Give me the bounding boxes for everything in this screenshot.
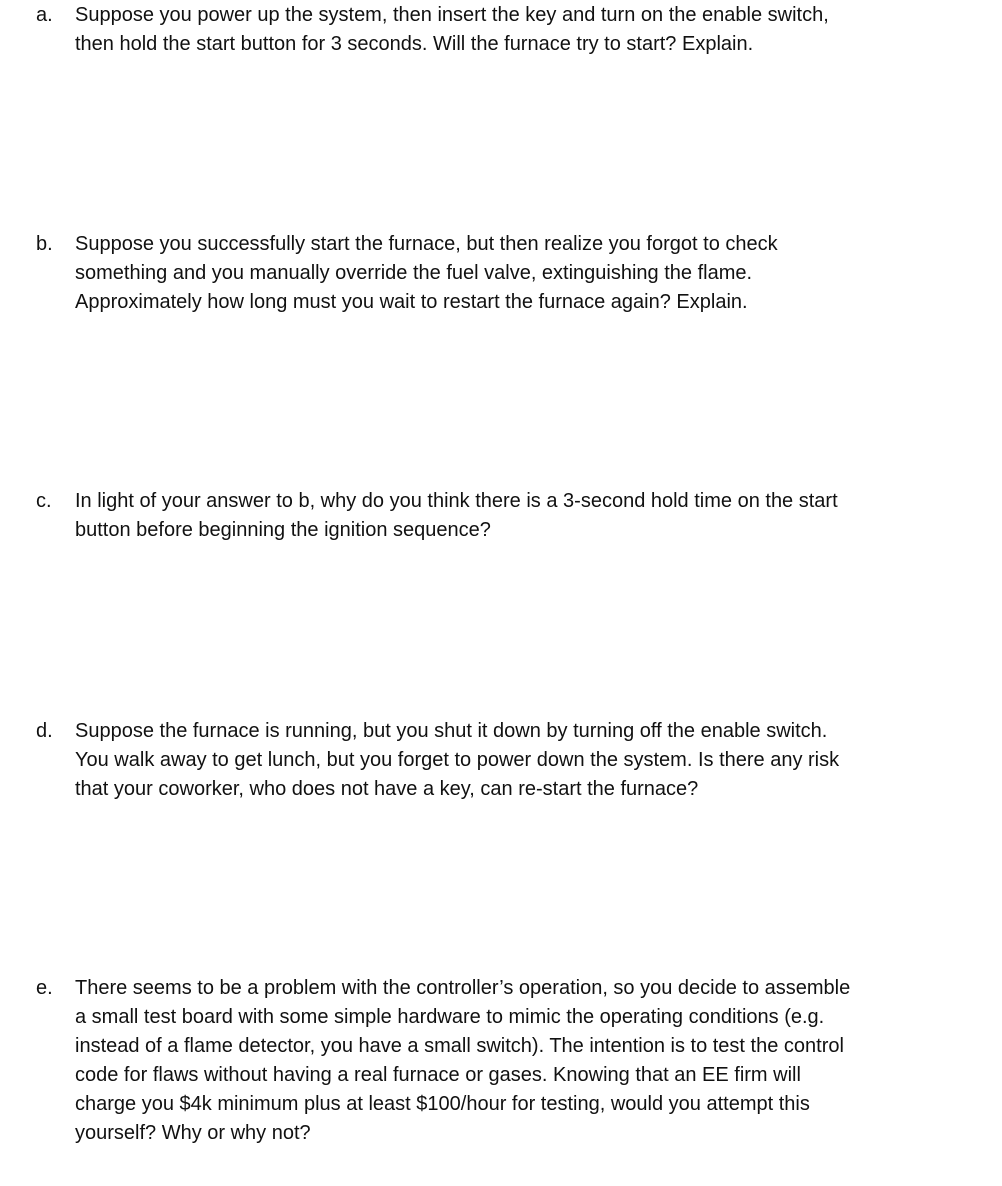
question-line: There seems to be a problem with the controller’s operation, so you decide to assemble: [75, 977, 851, 999]
question-line: button before beginning the ignition sequence?: [75, 519, 491, 541]
question-line: Suppose the furnace is running, but you shut it down by turning off the enable switch.: [75, 720, 828, 742]
question-text: [75, 974, 945, 1148]
question-text: [75, 1, 945, 59]
question-line: Suppose you power up the system, then insert the key and turn on the enable switch,: [75, 4, 829, 26]
question-marker: a.: [36, 4, 53, 26]
question-line: yourself? Why or why not?: [75, 1122, 311, 1144]
question-line: charge you $4k minimum plus at least $100/hour for testing, would you attempt this: [75, 1093, 810, 1115]
question-line: something and you manually override the fuel valve, extinguishing the flame.: [75, 262, 753, 284]
question-marker: b.: [36, 233, 53, 255]
question-line: You walk away to get lunch, but you forget to power down the system. Is there any risk: [75, 749, 840, 771]
question-line: then hold the start button for 3 seconds. Will the furnace try to start? Explain.: [75, 33, 754, 55]
question-text: [75, 717, 945, 804]
question-line: that your coworker, who does not have a key, can re-start the furnace?: [75, 778, 699, 800]
question-line: a small test board with some simple hardware to mimic the operating conditions (e.g.: [75, 1006, 825, 1028]
question-line: Approximately how long must you wait to restart the furnace again? Explain.: [75, 291, 748, 313]
question-line: In light of your answer to b, why do you think there is a 3-second hold time on the start: [75, 490, 838, 512]
question-text: [75, 487, 945, 545]
question-marker: d.: [36, 720, 53, 742]
question-text: [75, 230, 945, 317]
question-marker: e.: [36, 977, 53, 999]
question-line: code for flaws without having a real furnace or gases. Knowing that an EE firm will: [75, 1064, 801, 1086]
question-marker: c.: [36, 490, 52, 512]
question-line: Suppose you successfully start the furnace, but then realize you forgot to check: [75, 233, 778, 255]
question-line: instead of a flame detector, you have a small switch). The intention is to test the control: [75, 1035, 844, 1057]
